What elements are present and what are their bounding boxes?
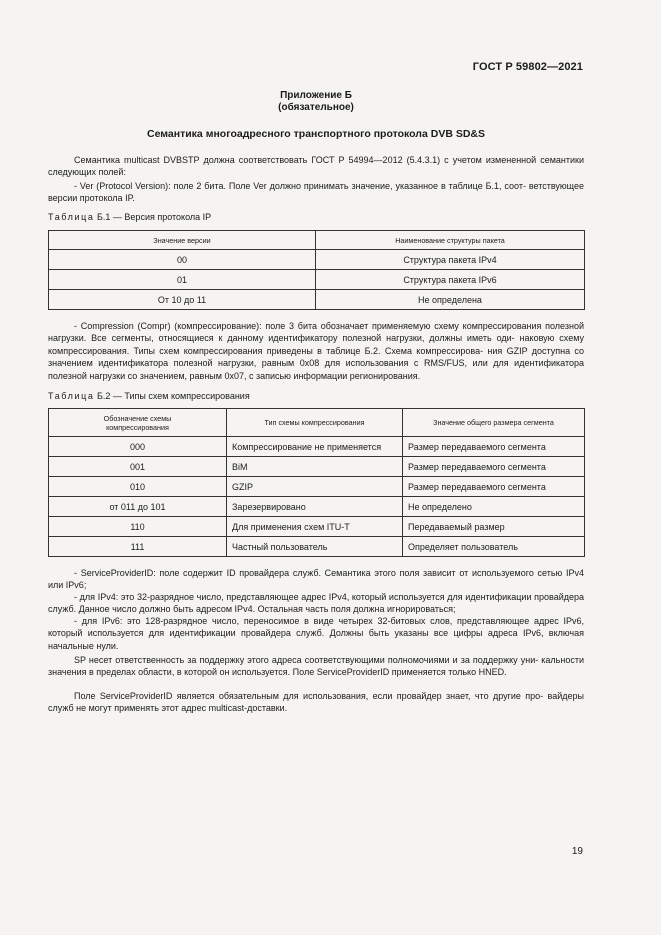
table-row: [49, 437, 585, 457]
table-row: [49, 290, 585, 310]
table-cell: Определяет пользователь: [403, 537, 585, 557]
compression-schemes-table: [48, 408, 585, 557]
table-cell: 110: [49, 517, 227, 537]
table-cell: Структура пакета IPv4: [316, 250, 585, 270]
protocol-version-table: [48, 230, 585, 310]
paragraph: Поле ServiceProviderID является обязательным для использования, если провайдер знает, что другие про- вайдеры служб не могут применять этот адрес multicast-доставки.: [48, 691, 584, 714]
paragraph: - для IPv4: это 32-разрядное число, представляющее адрес IPv4, который используется для идентификации провайдера служб. Данное число должно быть адресом IPv4. Остальная часть поля должна игнорироваться;: [48, 592, 584, 615]
table-cell: 001: [49, 457, 227, 477]
table-row: [49, 270, 585, 290]
appendix-status: (обязательное): [278, 102, 354, 113]
paragraph: - ServiceProviderID: поле содержит ID провайдера служб. Семантика этого поля зависит от используемого сетью IPv4 или IPv6;: [48, 568, 584, 591]
table-cell: Не определена: [316, 290, 585, 310]
table-header-row: [49, 231, 585, 250]
table-row: [49, 497, 585, 517]
table-cell: BiM: [227, 457, 403, 477]
table-caption-prefix: Таблица: [48, 391, 95, 401]
table-caption: [48, 212, 211, 222]
table-cell: от 011 до 101: [49, 497, 227, 517]
table-caption-text: Б.1 — Версия протокола IP: [97, 212, 212, 222]
column-header: Тип схемы компрессирования: [227, 409, 403, 437]
table-cell: Не определено: [403, 497, 585, 517]
column-header: Значение общего размера сегмента: [403, 409, 585, 437]
table-cell: 010: [49, 477, 227, 497]
table-cell: 111: [49, 537, 227, 557]
table-cell: 000: [49, 437, 227, 457]
table-cell: Размер передаваемого сегмента: [403, 437, 585, 457]
paragraph: - Ver (Protocol Version): поле 2 бита. Поле Ver должно принимать значение, указанное в таблице Б.1, соот- ветствующее версии протокола IP.: [48, 181, 584, 204]
appendix-title: Приложение Б: [280, 90, 352, 101]
paragraph: SP несет ответственность за поддержку этого адреса соответствующими полномочиями и за поддержку уни- кальности значения в пределах области, в которой он используется. Поле ServiceProviderID применяется только HNED.: [48, 655, 584, 678]
table-caption-prefix: Таблица: [48, 212, 95, 222]
table-caption: [48, 391, 250, 401]
table-row: [49, 250, 585, 270]
column-header: Обозначение схемы компрессирования: [49, 409, 227, 437]
table-cell: Компрессирование не применяется: [227, 437, 403, 457]
table-row: [49, 537, 585, 557]
table-cell: GZIP: [227, 477, 403, 497]
table-cell: Размер передаваемого сегмента: [403, 477, 585, 497]
table-cell: Для применения схем ITU-T: [227, 517, 403, 537]
table-cell: Частный пользователь: [227, 537, 403, 557]
table-header-row: [49, 409, 585, 437]
table-cell: Передаваемый размер: [403, 517, 585, 537]
paragraph: - для IPv6: это 128-разрядное число, переносимое в виде четырех 32-битовых слов, представляющее адрес IPv6, который используется для идентификации провайдера служб. Должны быть указаны все цифры адреса IPv6, включая начальные нули.: [48, 616, 584, 651]
table-cell: От 10 до 11: [49, 290, 316, 310]
table-cell: 00: [49, 250, 316, 270]
column-header: Значение версии: [49, 231, 316, 250]
paragraph: - Compression (Compr) (компрессирование): поле 3 бита обозначает применяемую схему компрессирования полезной нагрузки. Все сегменты, относящиеся к данному идентификатору полезной нагрузки, должны иметь оди- наковую схему компрессирования. Типы схем компрессирования приведены в таблице Б.2. Схема компрессирова- ния GZIP доступна со значением идентификатора полезной нагрузки, равным 0x08 для использования с RMS/FUS, или для идентификатора полезной нагрузки со значением, равным 0x07, с записью информации регионирования.: [48, 321, 584, 381]
table-row: [49, 477, 585, 497]
page-number: 19: [571, 846, 583, 857]
table-cell: Зарезервировано: [227, 497, 403, 517]
table-row: [49, 517, 585, 537]
section-title: Семантика многоадресного транспортного протокола DVB SD&S: [146, 128, 485, 140]
table-row: [49, 457, 585, 477]
table-cell: 01: [49, 270, 316, 290]
standard-number: ГОСТ Р 59802—2021: [472, 61, 583, 73]
table-cell: Структура пакета IPv6: [316, 270, 585, 290]
column-header: Наименование структуры пакета: [316, 231, 585, 250]
paragraph: Семантика multicast DVBSTP должна соответствовать ГОСТ Р 54994—2012 (5.4.3.1) с учетом измененной семантики следующих полей:: [48, 155, 584, 178]
table-cell: Размер передаваемого сегмента: [403, 457, 585, 477]
table-caption-text: Б.2 — Типы схем компрессирования: [97, 391, 250, 401]
